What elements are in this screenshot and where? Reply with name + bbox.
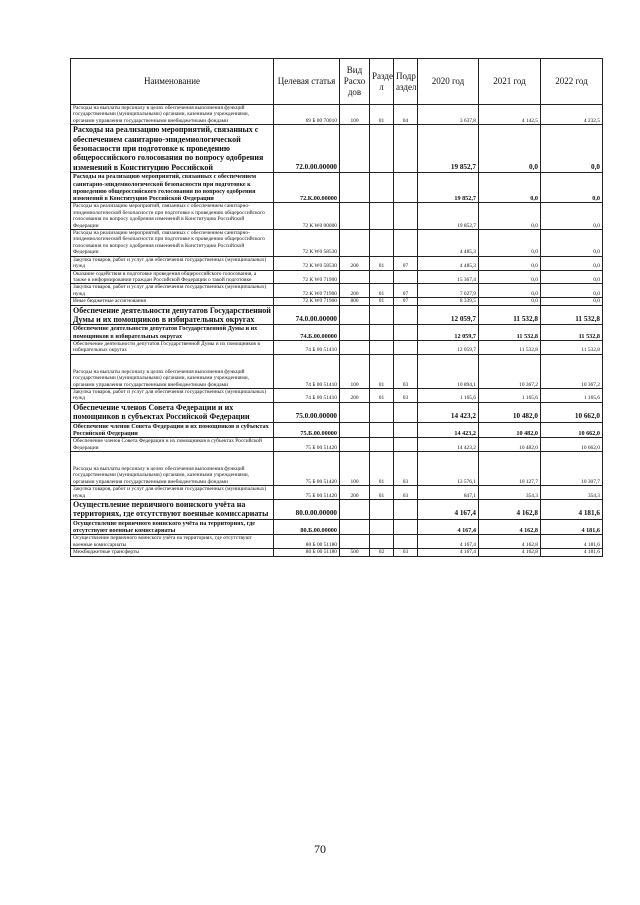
table-row [71, 340, 603, 354]
table-row [71, 535, 603, 549]
cell-2021: 11 532,8 [479, 340, 541, 354]
cell-target-article: 80.Б.00.00000 [274, 519, 340, 535]
cell-name: Закупка товаров, работ и услуг для обеспечения государственных (муниципальных) нужд [71, 486, 274, 500]
cell-section: 01 [370, 486, 394, 500]
table-row [71, 270, 603, 284]
cell-section [370, 340, 394, 354]
cell-subsection: 03 [394, 354, 418, 388]
cell-target-article: 75.Б.00.00000 [274, 422, 340, 438]
cell-2022: 10 307,7 [541, 452, 603, 486]
cell-section: 01 [370, 298, 394, 305]
cell-2022: 1 165,6 [541, 388, 603, 402]
table-row [71, 325, 603, 341]
cell-subsection [394, 203, 418, 230]
cell-name: Обеспечение членов Совета Федерации и их помощников в субъектах Российской Федерации [71, 402, 274, 422]
cell-section [370, 519, 394, 535]
cell-target-article: 74 Б 00 51410 [274, 388, 340, 402]
cell-target-article: 72 К W0 58530 [274, 230, 340, 257]
cell-2021: 1 165,6 [479, 388, 541, 402]
cell-subsection [394, 325, 418, 341]
table-row [71, 388, 603, 402]
cell-2020: 14 423,2 [418, 422, 479, 438]
cell-2021: 0,0 [479, 284, 541, 298]
cell-subsection [394, 519, 418, 535]
cell-section [370, 402, 394, 422]
cell-target-article: 72 К W0 00000 [274, 203, 340, 230]
cell-target-article: 72.0.00.00000 [274, 125, 340, 173]
cell-expense-type: 200 [340, 256, 370, 270]
cell-subsection [394, 305, 418, 325]
cell-expense-type [340, 535, 370, 549]
cell-name: Расходы на выплаты персоналу в целях обеспечения выполнения функций государственными (муниципальными) органами, казенными учреждениями, органами управления государственными внебюджетными фондами [71, 354, 274, 388]
cell-subsection: 03 [394, 486, 418, 500]
cell-name: Оказание содействия в подготовке проведения общероссийского голосования, а также в информировании граждан Российской Федерации о такой подготовке [71, 270, 274, 284]
cell-name: Обеспечение членов Совета Федерации и их помощников в субъектах Российской Федерации [71, 422, 274, 438]
table-row [71, 125, 603, 173]
cell-2020: 8 339,5 [418, 298, 479, 305]
cell-section [370, 230, 394, 257]
cell-2022: 0,0 [541, 284, 603, 298]
cell-name: Иные бюджетные ассигнования [71, 298, 274, 305]
cell-expense-type: 800 [340, 298, 370, 305]
cell-2021: 4 162,8 [479, 500, 541, 520]
cell-2020: 12 059,7 [418, 340, 479, 354]
cell-section [370, 500, 394, 520]
table-row [71, 354, 603, 388]
header-expense-type: Вид Расхо дов [340, 59, 370, 105]
cell-2021: 0,0 [479, 125, 541, 173]
header-year-2020: 2020 год [418, 59, 479, 105]
cell-target-article: 75 Б 00 51420 [274, 486, 340, 500]
cell-2021: 11 532,8 [479, 305, 541, 325]
header-target-article: Целевая статья [274, 59, 340, 105]
cell-subsection [394, 500, 418, 520]
cell-2021: 0,0 [479, 298, 541, 305]
cell-name: Расходы на реализацию мероприятий, связанных с обеспечением санитарно-эпидемиологической безопасности при подготовке к проведению общероссийского голосования по вопросу одобрения изменений в Конституцию Российской Федерации [71, 173, 274, 203]
cell-2022: 10 367,2 [541, 354, 603, 388]
cell-subsection: 07 [394, 256, 418, 270]
cell-subsection [394, 402, 418, 422]
cell-subsection [394, 173, 418, 203]
cell-subsection: 03 [394, 452, 418, 486]
cell-section [370, 535, 394, 549]
cell-expense-type: 100 [340, 452, 370, 486]
table-row [71, 549, 603, 556]
cell-section: 01 [370, 452, 394, 486]
cell-target-article: 72 К W0 58530 [274, 256, 340, 270]
cell-section: 02 [370, 549, 394, 556]
cell-2021: 0,0 [479, 203, 541, 230]
table-row [71, 422, 603, 438]
table-row [71, 230, 603, 257]
table-row [71, 402, 603, 422]
cell-subsection [394, 125, 418, 173]
cell-expense-type: 100 [340, 354, 370, 388]
table-row [71, 452, 603, 486]
cell-2021: 10 367,2 [479, 354, 541, 388]
page-number: 70 [314, 842, 326, 856]
cell-section [370, 325, 394, 341]
cell-2022: 0,0 [541, 173, 603, 203]
header-year-2022: 2022 год [541, 59, 603, 105]
cell-2022: 4 181,6 [541, 549, 603, 556]
table-row [71, 519, 603, 535]
cell-name: Обеспечение членов Совета Федерации и их помощников в субъектах Российской Федерации [71, 438, 274, 452]
cell-2022: 0,0 [541, 270, 603, 284]
cell-section [370, 125, 394, 173]
cell-expense-type [340, 203, 370, 230]
table-row [71, 500, 603, 520]
cell-subsection [394, 270, 418, 284]
cell-section: 01 [370, 388, 394, 402]
cell-2021: 0,0 [479, 230, 541, 257]
cell-name: Расходы на реализацию мероприятий, связанных с обеспечением санитарно-эпидемиологической безопасности при подготовке к проведению общероссийского голосования по вопросу одобрения изменений в Конституцию Российской Федерации [71, 230, 274, 257]
cell-target-article: 80 Б 00 51180 [274, 535, 340, 549]
cell-target-article: 69 Б 00 70010 [274, 105, 340, 125]
cell-subsection: 03 [394, 388, 418, 402]
header-subsection: Подр аздел [394, 59, 418, 105]
cell-subsection: 07 [394, 284, 418, 298]
cell-name: Расходы на реализацию мероприятий, связанных с обеспечением санитарно-эпидемиологической безопасности при подготовке к проведению общероссийского голосования по вопросу одобрения изменений в Конституцию Российской [71, 125, 274, 173]
cell-section [370, 438, 394, 452]
cell-subsection [394, 535, 418, 549]
cell-section: 01 [370, 105, 394, 125]
cell-2020: 4 167,4 [418, 549, 479, 556]
cell-target-article: 72 К W0 71900 [274, 298, 340, 305]
cell-2022: 354,3 [541, 486, 603, 500]
cell-name: Расходы на выплаты персоналу в целях обеспечения выполнения функций государственными (муниципальными) органами, казенными учреждениями, органами управления государственными внебюджетными фондами [71, 105, 274, 125]
cell-2022: 11 532,8 [541, 325, 603, 341]
cell-2022: 4 181,6 [541, 500, 603, 520]
cell-section: 01 [370, 284, 394, 298]
table-row [71, 305, 603, 325]
cell-2021: 0,0 [479, 270, 541, 284]
cell-2022: 0,0 [541, 298, 603, 305]
cell-name: Закупка товаров, работ и услуг для обеспечения государственных (муниципальных) нужд [71, 284, 274, 298]
cell-2021: 4 142,5 [479, 105, 541, 125]
cell-target-article: 74.0.00.00000 [274, 305, 340, 325]
cell-2020: 10 894,1 [418, 354, 479, 388]
cell-subsection [394, 230, 418, 257]
cell-2021: 11 532,8 [479, 325, 541, 341]
cell-2020: 4 485,3 [418, 230, 479, 257]
cell-2022: 11 532,8 [541, 305, 603, 325]
header-section: Разде л [370, 59, 394, 105]
cell-expense-type [340, 438, 370, 452]
cell-name: Обеспечение деятельности депутатов Государственной Думы и их помощников в избирательных округах [71, 325, 274, 341]
cell-2022: 0,0 [541, 203, 603, 230]
cell-2021: 4 162,8 [479, 549, 541, 556]
cell-expense-type: 500 [340, 549, 370, 556]
cell-subsection [394, 340, 418, 354]
cell-2022: 10 662,0 [541, 402, 603, 422]
cell-2022: 4 232,5 [541, 105, 603, 125]
cell-name: Закупка товаров, работ и услуг для обеспечения государственных (муниципальных) нужд [71, 256, 274, 270]
table-body [71, 105, 603, 557]
cell-name: Осуществление первичного воинского учёта на территориях, где отсутствуют военные комиссариаты [71, 500, 274, 520]
table-row [71, 203, 603, 230]
cell-section [370, 203, 394, 230]
cell-2020: 19 852,7 [418, 173, 479, 203]
cell-2021: 10 482,0 [479, 422, 541, 438]
cell-2021: 4 162,8 [479, 535, 541, 549]
cell-name: Расходы на выплаты персоналу в целях обеспечения выполнения функций государственными (муниципальными) органами, казенными учреждениями, органами управления государственными внебюджетными фондами [71, 452, 274, 486]
cell-2022: 0,0 [541, 230, 603, 257]
cell-expense-type [340, 422, 370, 438]
cell-name: Осуществление первичного воинского учёта на территориях, где отсутствуют военные комиссариаты [71, 535, 274, 549]
cell-name: Закупка товаров, работ и услуг для обеспечения государственных (муниципальных) нужд [71, 388, 274, 402]
cell-2022: 10 662,0 [541, 438, 603, 452]
cell-2020: 19 852,7 [418, 125, 479, 173]
cell-2022: 0,0 [541, 125, 603, 173]
cell-2020: 12 059,7 [418, 325, 479, 341]
cell-2021: 10 127,7 [479, 452, 541, 486]
cell-expense-type [340, 305, 370, 325]
cell-section: 01 [370, 354, 394, 388]
cell-expense-type [340, 519, 370, 535]
cell-name: Обеспечение деятельности депутатов Государственной Думы и их помощников в избирательных округах [71, 340, 274, 354]
cell-section [370, 305, 394, 325]
cell-2020: 4 485,3 [418, 256, 479, 270]
cell-expense-type [340, 325, 370, 341]
cell-section [370, 422, 394, 438]
cell-section [370, 270, 394, 284]
cell-target-article: 75 Б 00 51420 [274, 452, 340, 486]
cell-2022: 10 662,0 [541, 422, 603, 438]
cell-2020: 4 167,4 [418, 500, 479, 520]
cell-target-article: 72.К.00.00000 [274, 173, 340, 203]
cell-2020: 847,1 [418, 486, 479, 500]
table-row [71, 438, 603, 452]
table-row [71, 173, 603, 203]
cell-2020: 19 852,7 [418, 203, 479, 230]
cell-expense-type [340, 402, 370, 422]
header-year-2021: 2021 год [479, 59, 541, 105]
cell-2022: 11 532,8 [541, 340, 603, 354]
cell-target-article: 72 К W0 71900 [274, 284, 340, 298]
cell-2021: 0,0 [479, 256, 541, 270]
cell-target-article: 80 Б 00 51180 [274, 549, 340, 556]
cell-2020: 14 423,2 [418, 438, 479, 452]
cell-expense-type [340, 230, 370, 257]
cell-subsection: 03 [394, 549, 418, 556]
cell-target-article: 75.0.00.00000 [274, 402, 340, 422]
cell-expense-type: 200 [340, 486, 370, 500]
cell-2021: 0,0 [479, 173, 541, 203]
cell-2022: 4 181,6 [541, 519, 603, 535]
cell-name: Осуществление первичного воинского учёта на территориях, где отсутствуют военные комиссариаты [71, 519, 274, 535]
cell-2020: 13 576,1 [418, 452, 479, 486]
cell-section [370, 173, 394, 203]
cell-name: Расходы на реализацию мероприятий, связанных с обеспечением санитарно-эпидемиологической безопасности при подготовке к проведению общероссийского голосования по вопросу одобрения изменений в Конституцию Российской Федерации [71, 203, 274, 230]
cell-2020: 4 167,4 [418, 519, 479, 535]
table-row [71, 105, 603, 125]
cell-2022: 4 181,6 [541, 535, 603, 549]
cell-2020: 12 059,7 [418, 305, 479, 325]
cell-target-article: 80.0.00.00000 [274, 500, 340, 520]
cell-name: Обеспечение деятельности депутатов Государственной Думы и их помощников в избирательных округах [71, 305, 274, 325]
cell-target-article: 75 Б 00 51420 [274, 438, 340, 452]
budget-table-sheet [70, 58, 602, 557]
cell-2020: 14 423,2 [418, 402, 479, 422]
table-header-row [71, 59, 603, 105]
cell-target-article: 74 Б 00 51410 [274, 340, 340, 354]
cell-expense-type: 200 [340, 284, 370, 298]
cell-2020: 15 367,4 [418, 270, 479, 284]
cell-section: 01 [370, 256, 394, 270]
budget-table [70, 58, 603, 557]
cell-2021: 10 482,0 [479, 402, 541, 422]
cell-target-article: 72 К W0 71900 [274, 270, 340, 284]
table-row [71, 284, 603, 298]
cell-expense-type [340, 125, 370, 173]
cell-subsection [394, 438, 418, 452]
cell-target-article: 74.Б.00.00000 [274, 325, 340, 341]
cell-expense-type [340, 500, 370, 520]
cell-2021: 10 482,0 [479, 438, 541, 452]
table-row [71, 298, 603, 305]
cell-target-article: 74 Б 00 51410 [274, 354, 340, 388]
cell-2020: 4 167,4 [418, 535, 479, 549]
cell-2021: 4 162,8 [479, 519, 541, 535]
cell-2020: 3 637,8 [418, 105, 479, 125]
cell-subsection: 07 [394, 298, 418, 305]
table-row [71, 256, 603, 270]
cell-2022: 0,0 [541, 256, 603, 270]
cell-2021: 354,3 [479, 486, 541, 500]
cell-subsection [394, 422, 418, 438]
cell-name: Межбюджетные трансферты [71, 549, 274, 556]
cell-subsection: 04 [394, 105, 418, 125]
cell-expense-type [340, 173, 370, 203]
cell-expense-type: 100 [340, 105, 370, 125]
table-row [71, 486, 603, 500]
cell-2020: 1 165,6 [418, 388, 479, 402]
header-name: Наименование [71, 59, 274, 105]
cell-expense-type [340, 270, 370, 284]
cell-expense-type: 200 [340, 388, 370, 402]
cell-2020: 7 027,9 [418, 284, 479, 298]
cell-expense-type [340, 340, 370, 354]
